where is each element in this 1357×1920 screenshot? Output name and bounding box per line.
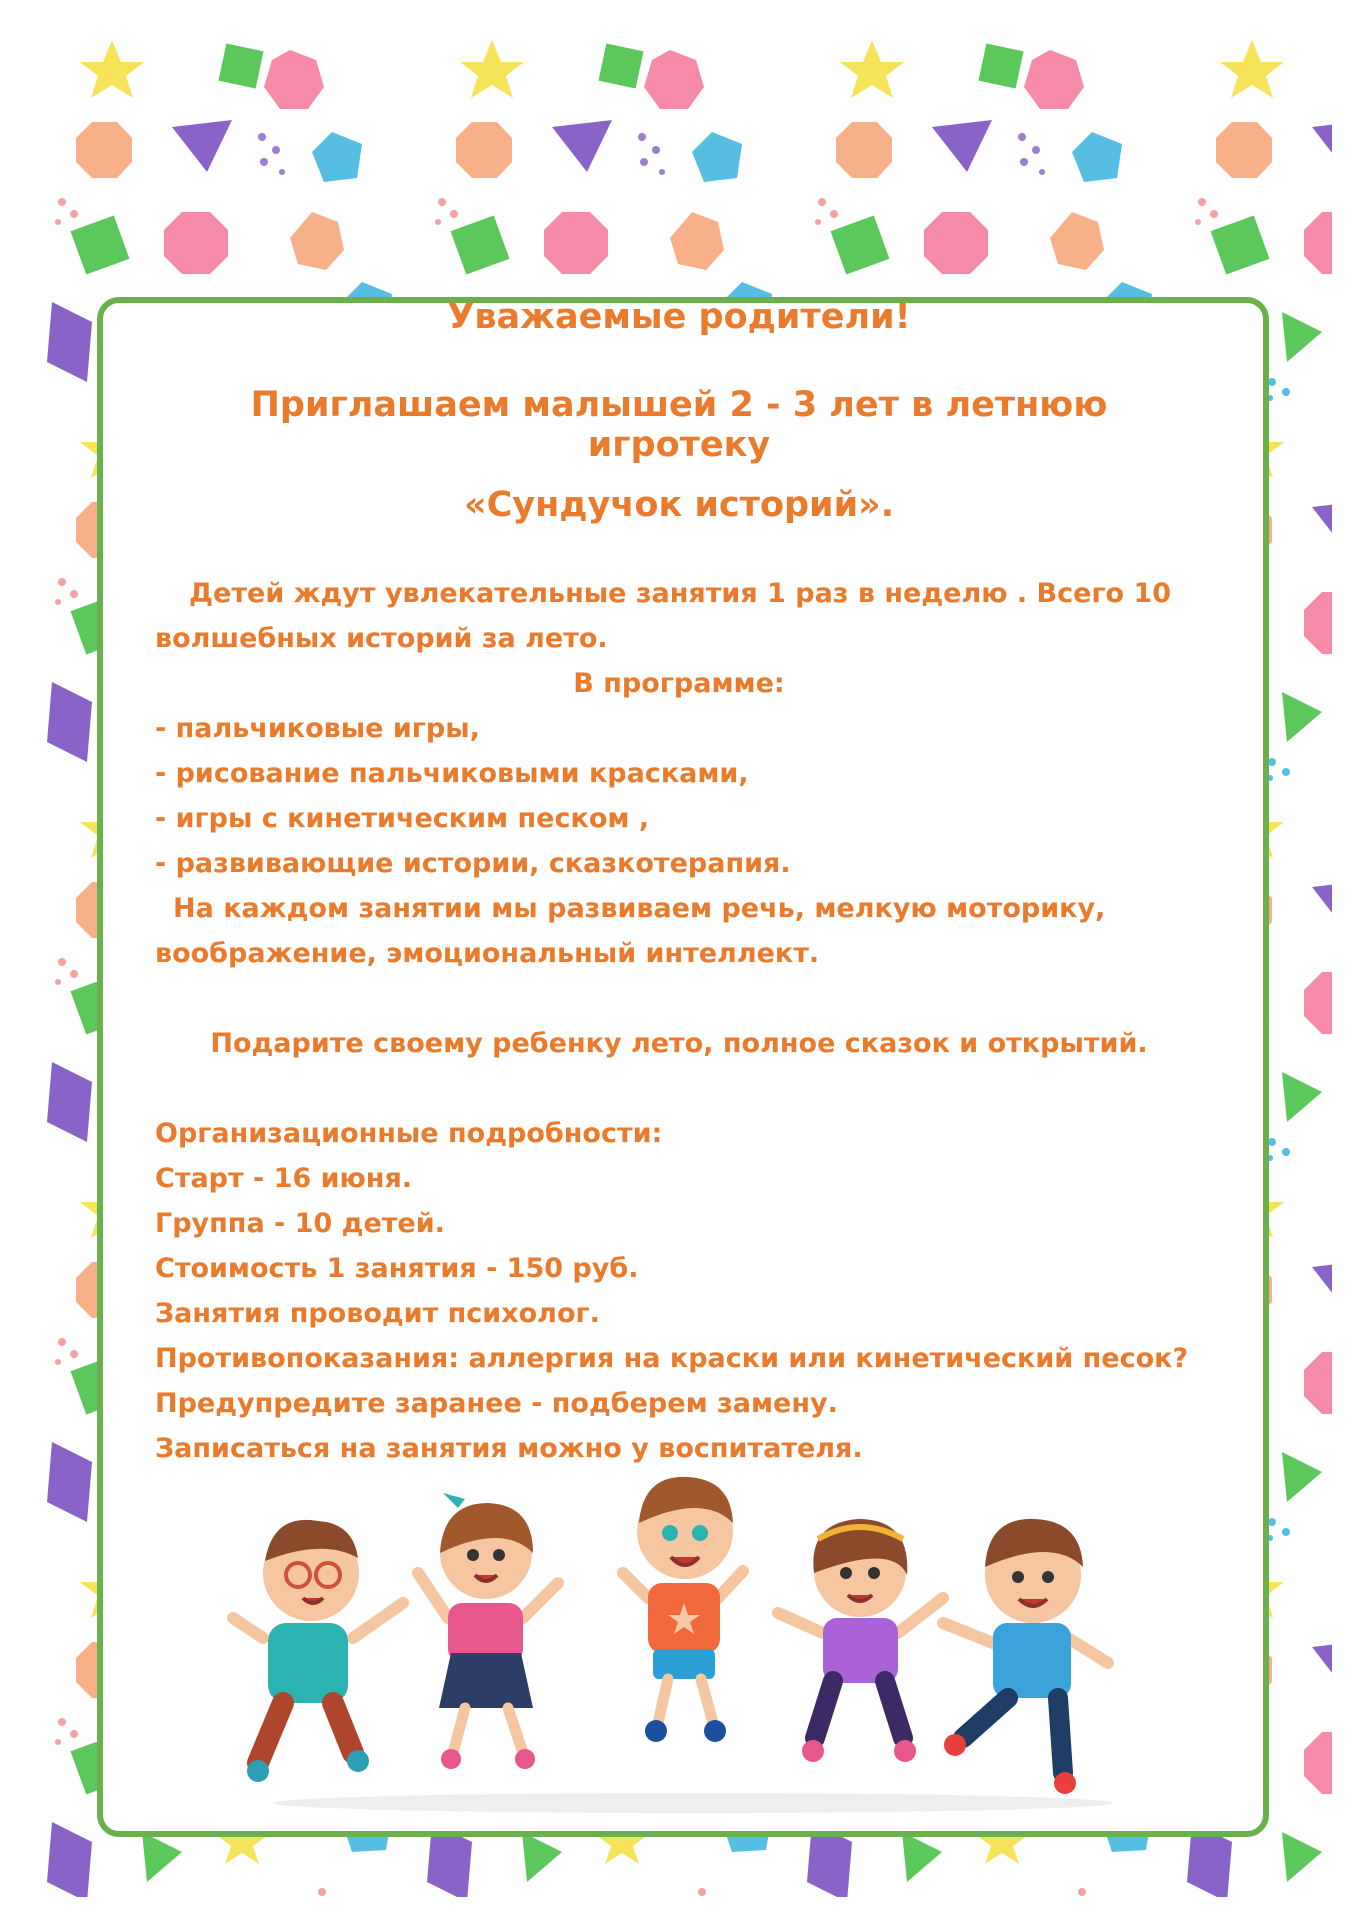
child-figure-2 xyxy=(418,1493,558,1769)
intro-line-1: Детей ждут увлекательные занятия 1 раз в неделю . Всего 10 xyxy=(189,578,1172,609)
details-line: Занятия проводит психолог. xyxy=(155,1298,600,1329)
program-item: - игры с кинетическим песком , xyxy=(155,803,650,834)
program-item: - рисование пальчиковыми красками, xyxy=(155,758,749,789)
details-line: Предупредите заранее - подберем замену. xyxy=(155,1388,838,1419)
details-title: Организационные подробности: xyxy=(155,1118,663,1149)
child-figure-4 xyxy=(778,1519,943,1762)
announcement-text xyxy=(155,297,1203,1471)
child-figure-5 xyxy=(943,1519,1108,1794)
details-line: Стоимость 1 занятия - 150 руб. xyxy=(155,1253,639,1284)
body-text xyxy=(155,571,1203,1471)
details-line: Старт - 16 июня. xyxy=(155,1163,413,1194)
program-title: В программе: xyxy=(573,668,785,699)
invitation-heading: Приглашаем малышей 2 - 3 лет в летнюю игротеку xyxy=(250,385,1108,465)
greeting-heading: Уважаемые родители! xyxy=(447,297,911,337)
playroom-name: «Сундучок историй». xyxy=(464,485,894,525)
program-item: - пальчиковые игры, xyxy=(155,713,480,744)
child-figure-1 xyxy=(233,1520,403,1782)
content-frame xyxy=(97,297,1269,1837)
slogan: Подарите своему ребенку лето, полное сказок и открытий. xyxy=(210,1028,1148,1059)
child-figure-3 xyxy=(623,1477,743,1742)
details-line: Группа - 10 детей. xyxy=(155,1208,445,1239)
details-line: Записаться на занятия можно у воспитателя. xyxy=(155,1433,863,1464)
benefits-line-2: воображение, эмоциональный интеллект. xyxy=(155,938,820,969)
jumping-children-illustration xyxy=(203,1453,1183,1823)
benefits-line-1: На каждом занятии мы развиваем речь, мелкую моторику, xyxy=(173,893,1106,924)
intro-line-2: волшебных историй за лето. xyxy=(155,623,608,654)
details-line: Противопоказания: аллергия на краски или кинетический песок? xyxy=(155,1343,1189,1374)
program-item: - развивающие истории, сказкотерапия. xyxy=(155,848,791,879)
